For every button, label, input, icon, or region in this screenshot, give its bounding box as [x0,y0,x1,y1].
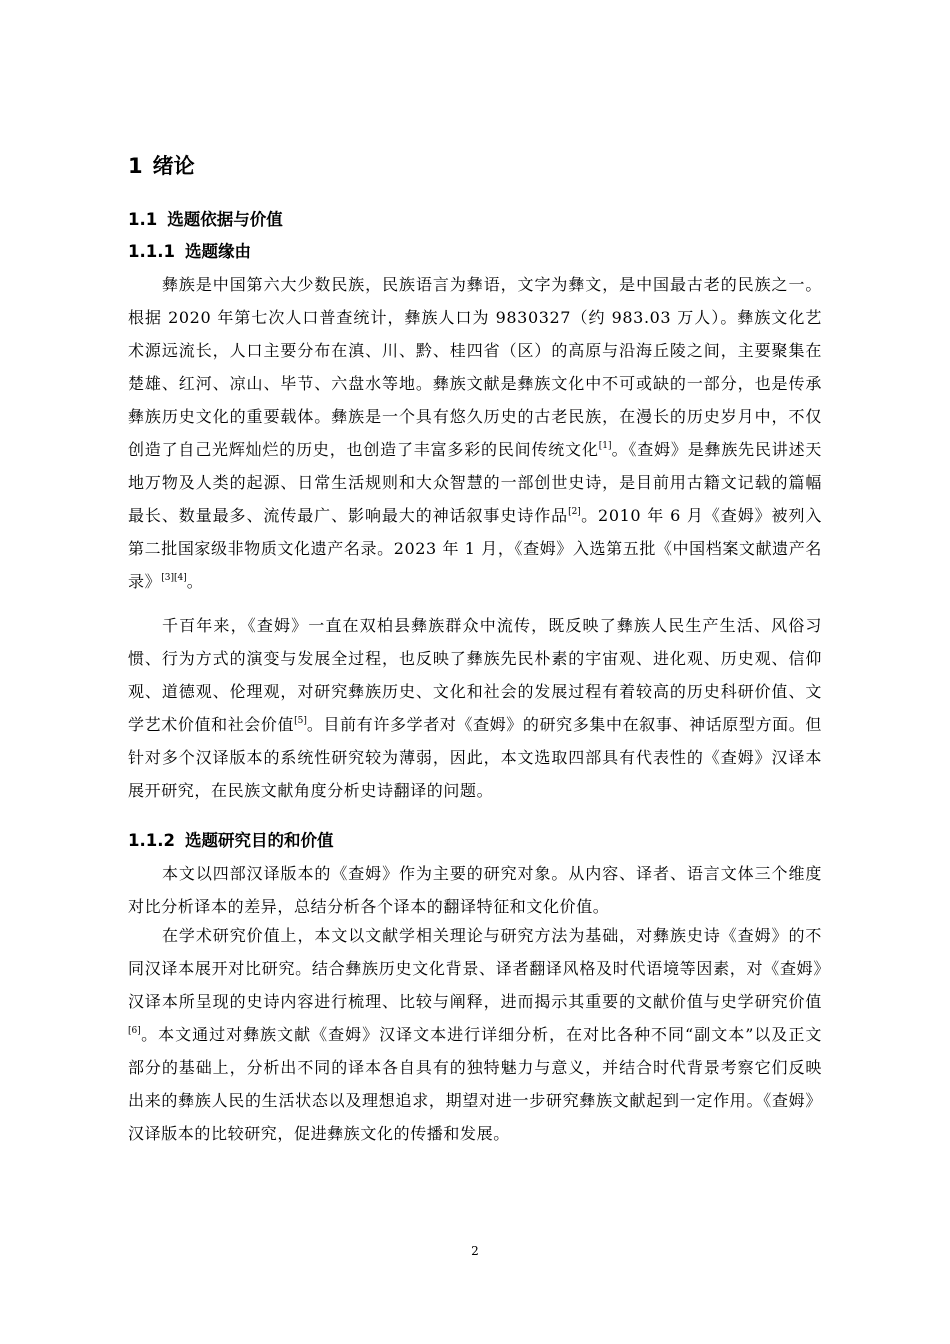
citation: [1] [598,441,612,451]
paragraph-text: 千百年来，《查姆》一直在双柏县彝族群众中流传，既反映了彝族人民生产生活、风俗习惯、行为方式的演变与发展全过程，也反映了彝族先民朴素的宇宙观、进化观、历史观、信仰观、道德观、伦理观，对研究彝族历史、文化和社会的发展过程有着较高的历史科研价值、文学艺术价值和社会价值 [128,616,822,734]
chapter-number: 1 [128,154,143,178]
paragraph-text: 。本文通过对彝族文献《查姆》汉译文本进行详细分析，在对比各种不同“副文本”以及正文部分的基础上，分析出不同的译本各自具有的独特魅力与意义，并结合时代背景考察它们反映出来的彝族人民的生活状态以及理想追求，期望对进一步研究彝族文献起到一定作用。《查姆》汉译版本的比较研究，促进彝族文化的传播和发展。 [128,1025,822,1143]
paragraph-text: 彝族是中国第六大少数民族，民族语言为彝语，文字为彝文，是中国最古老的民族之一。根据 2020 年第七次人口普查统计，彝族人口为 9830327（约 983.03 万人）。彝族文化艺术源远流长，人口主要分布在滇、川、黔、桂四省（区）的高原与沿海丘陵之间，主要聚集在楚雄、红河、凉山、毕节、六盘水等地。彝族文献是彝族文化中不可或缺的一部分，也是传承彝族历史文化的重要载体。彝族是一个具有悠久历史的古老民族，在漫长的历史岁月中，不仅创造了自己光辉灿烂的历史，也创造了丰富多彩的民间传统文化 [128,275,822,459]
citation: [5] [294,716,307,726]
section-number: 1.1 [128,210,158,229]
paragraph-text: 本文以四部汉译版本的《查姆》作为主要的研究对象。从内容、译者、语言文体三个维度对比分析译本的差异，总结分析各个译本的翻译特征和文化价值。 [128,864,822,916]
subsection-heading-1-1-1 [128,239,251,265]
paragraph-text: 。2010 年 6 月《查姆》被列入第二批国家级非物质文化遗产名录。2023 年 1 月，《查姆》入选第五批《中国档案文献遗产名录》 [128,506,822,591]
citation: [6] [128,1026,141,1036]
chapter-heading [128,150,195,182]
paragraph-text: 。《查姆》是彝族先民讲述天地万物及人类的起源、日常生活规则和大众智慧的一部创世史诗，是目前用古籍文记载的篇幅最长、数量最多、流传最广、影响最大的神话叙事史诗作品 [128,440,822,525]
page-number: 2 [471,1244,479,1258]
subsection-number: 1.1.2 [128,831,175,850]
paragraph-1 [128,268,822,598]
citation: [3][4] [161,573,187,583]
subsection-title: 选题缘由 [184,242,251,261]
paragraph-3 [128,857,822,923]
paragraph-text: 。 [186,572,204,591]
citation: [2] [568,507,581,517]
subsection-title: 选题研究目的和价值 [184,831,334,850]
subsection-heading-1-1-2 [128,828,333,854]
section-heading-1-1 [128,207,283,233]
paragraph-text: 在学术研究价值上，本文以文献学相关理论与研究方法为基础，对彝族史诗《查姆》的不同汉译本展开对比研究。结合彝族历史文化背景、译者翻译风格及时代语境等因素，对《查姆》汉译本所呈现的史诗内容进行梳理、比较与阐释，进而揭示其重要的文献价值与史学研究价值 [128,926,822,1011]
chapter-title: 绪论 [152,154,195,178]
paragraph-text: 。目前有许多学者对《查姆》的研究多集中在叙事、神话原型方面。但针对多个汉译版本的系统性研究较为薄弱，因此，本文选取四部具有代表性的《查姆》汉译本展开研究，在民族文献角度分析史诗翻译的问题。 [128,715,822,800]
paragraph-2 [128,609,822,807]
paragraph-4 [128,919,822,1150]
section-title: 选题依据与价值 [167,210,283,229]
subsection-number: 1.1.1 [128,242,175,261]
